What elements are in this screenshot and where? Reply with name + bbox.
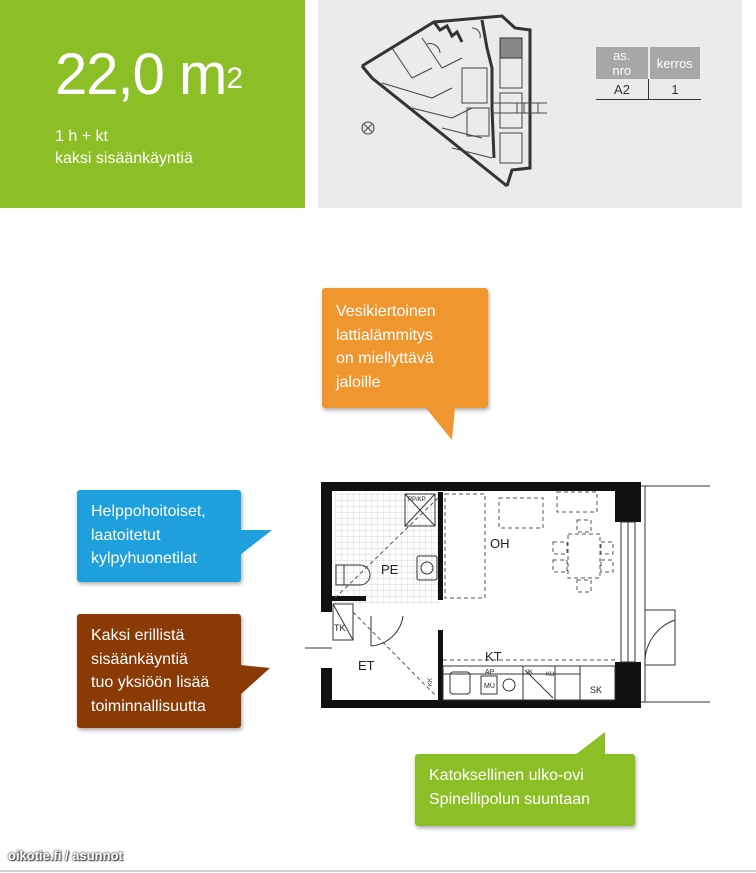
wall-bathroom <box>438 492 443 600</box>
callout-line: laatoitetut <box>91 526 161 544</box>
dining-table <box>568 534 600 578</box>
callout-line: lattialämmitys <box>336 326 433 344</box>
desk-outline <box>499 498 543 528</box>
label-freezer: KU <box>546 672 555 678</box>
wall-left-upper <box>321 482 332 612</box>
label-fridge: JK <box>526 670 534 676</box>
callout-line: Katoksellinen ulko-ovi <box>429 767 584 784</box>
wall-left-lower <box>321 668 332 708</box>
source-watermark: oikotie.fi / asunnot <box>8 848 123 863</box>
floor-plan <box>305 470 715 720</box>
wall-bottom <box>321 700 641 708</box>
callout-line: sisäänkäyntiä <box>91 650 188 668</box>
label-kitchen: KT <box>485 649 502 664</box>
bathroom-tile-floor <box>335 492 441 604</box>
room-layout: 1 h + kt <box>55 128 108 145</box>
label-washer-dryer: PP/KP <box>408 497 426 503</box>
apartment-number-value: A2 <box>596 79 649 100</box>
green-tail <box>575 732 605 755</box>
bottom-divider <box>0 870 756 872</box>
label-kk: KK <box>428 677 434 686</box>
label-entrance-hall: ET <box>358 658 375 673</box>
callout-line: kylpyhuonetilat <box>91 550 197 567</box>
header-apartment-number: as. nro <box>596 47 649 79</box>
area-value: 22,0 m <box>55 42 227 107</box>
header-floor: kerros <box>649 47 702 79</box>
callout-line: Helppohoitoiset, <box>91 503 206 520</box>
blue-tail <box>240 530 272 555</box>
label-living-room: OH <box>490 536 510 551</box>
callout-line: Vesikiertoinen <box>336 303 436 320</box>
wall-top <box>321 482 641 491</box>
callout-line: tuo yksiöön lisää <box>91 674 210 691</box>
outdoor-door <box>645 610 675 665</box>
shelf-outline <box>557 492 597 512</box>
callout-line: on miellyttävä <box>336 350 434 367</box>
label-wardrobe: TK <box>334 623 346 633</box>
label-bathroom: PE <box>381 562 399 577</box>
brown-tail <box>240 665 270 695</box>
callout-line: toiminnallisuutta <box>91 697 206 715</box>
wall-hall <box>438 630 443 700</box>
orange-tail <box>425 407 455 440</box>
label-microwave: MU <box>484 683 495 690</box>
callout-line: jaloille <box>336 373 381 391</box>
area-unit-superscript: 2 <box>226 62 243 95</box>
label-dishwasher: AP <box>485 669 495 676</box>
callout-line: Spinellipolun suuntaan <box>429 790 591 808</box>
wall-right-lower <box>615 662 641 708</box>
floor-value: 1 <box>649 79 702 100</box>
entrance-info: kaksi sisäänkäyntiä <box>55 150 193 167</box>
label-cabinet: SK <box>590 685 603 695</box>
callout-line: Kaksi erillistä <box>91 627 185 644</box>
wall-bathroom-bottom <box>332 596 366 601</box>
wall-right-upper <box>615 482 641 522</box>
bed-outline <box>445 494 485 598</box>
